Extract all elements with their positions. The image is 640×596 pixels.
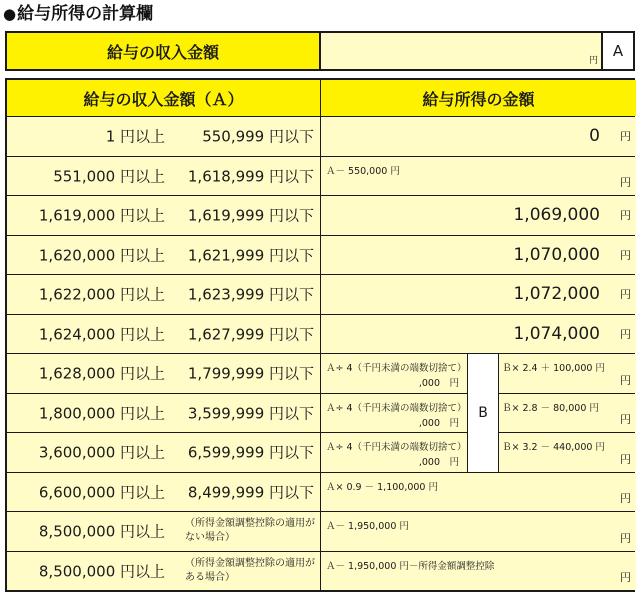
adjustment-note: （所得金額調整控除の適用がない場合） [185, 518, 315, 544]
salary-income-cell[interactable] [321, 157, 636, 196]
income-input-field[interactable] [321, 33, 603, 69]
fixed-amount: 0 [589, 126, 600, 147]
table-row-range [7, 236, 320, 275]
table-row-range [7, 315, 320, 354]
page-title-text: 給与所得の計算欄 [17, 4, 154, 24]
formula-text: Ｂ× 2.8 － 80,000 円 [502, 402, 599, 414]
range-upper: 8,499,999 円以下 [187, 483, 314, 502]
b-mark: B [467, 354, 499, 472]
formula-text: Ａ－ 1,950,000 円－所得金額調整控除 [326, 560, 495, 572]
range-upper: 1,799,999 円以下 [187, 364, 314, 383]
table-row-range [7, 473, 320, 512]
b-formula-text: Ａ÷ 4（千円未満の端数切捨て） [326, 363, 467, 374]
table-row-range [7, 275, 320, 314]
range-lower: 1,628,000 円以上 [38, 364, 165, 383]
fixed-amount: 1,069,000 [513, 205, 600, 226]
salary-income-cell[interactable] [321, 275, 636, 314]
formula-text: Ａ－ 1,950,000 円 [326, 521, 409, 532]
fixed-amount: 1,074,000 [513, 323, 600, 344]
table-row-range [7, 394, 320, 433]
salary-income-cell[interactable] [321, 473, 636, 512]
range-lower: 1,619,000 円以上 [38, 206, 165, 225]
income-input-yen: 円 [588, 56, 598, 66]
salary-income-cell[interactable] [321, 117, 636, 156]
yen-unit: 円 [620, 452, 631, 466]
income-input-label: 給与の収入金額 [7, 33, 321, 69]
range-upper: 1,623,999 円以下 [187, 285, 314, 304]
b-calc-cell[interactable] [321, 394, 467, 433]
table-row-range [7, 157, 320, 196]
formula-text: Ｂ× 2.4 ＋ 100,000 円 [502, 363, 605, 374]
b-formula-text: Ａ÷ 4（千円未満の端数切捨て） [326, 402, 467, 414]
range-lower: 1,800,000 円以上 [38, 404, 165, 423]
salary-income-table [5, 78, 635, 592]
income-input-row [5, 31, 635, 71]
fixed-amount: 1,070,000 [513, 244, 600, 265]
header-income: 給与の収入金額（Ａ） [7, 80, 320, 116]
table-row-range [7, 433, 320, 472]
range-upper: 1,619,999 円以下 [187, 206, 314, 225]
b-thousands-suffix: ,000 円 [418, 378, 459, 389]
table-row-range [7, 552, 320, 591]
range-lower: 1,620,000 円以上 [38, 246, 165, 265]
yen-unit: 円 [620, 492, 631, 505]
salary-income-cell[interactable] [321, 315, 636, 354]
table-row-range [7, 196, 320, 235]
range-lower: 1 円以上 [105, 127, 165, 146]
yen-unit: 円 [620, 176, 631, 189]
yen-unit: 円 [620, 248, 631, 262]
salary-income-cell[interactable] [321, 196, 636, 235]
range-upper: 6,599,999 円以下 [187, 443, 314, 462]
b-calc-cell[interactable] [321, 433, 467, 472]
yen-unit: 円 [620, 413, 631, 426]
range-upper: 1,618,999 円以下 [187, 167, 314, 186]
formula-text: Ａ－ 550,000 円 [326, 165, 400, 177]
yen-unit: 円 [620, 373, 631, 387]
range-lower: 3,600,000 円以上 [38, 443, 165, 462]
salary-income-cell[interactable] [497, 354, 636, 393]
yen-unit: 円 [620, 327, 631, 341]
formula-text: Ｂ× 3.2 － 440,000 円 [502, 442, 605, 453]
adjustment-note: （所得金額調整控除の適用がある場合） [185, 557, 315, 583]
b-calc-cell[interactable] [321, 354, 467, 393]
range-lower: 6,600,000 円以上 [38, 483, 165, 502]
b-formula-text: Ａ÷ 4（千円未満の端数切捨て） [326, 442, 467, 453]
yen-unit: 円 [620, 209, 631, 223]
salary-income-cell[interactable] [321, 512, 636, 551]
range-upper: 550,999 円以下 [202, 127, 314, 146]
page-title [3, 3, 153, 25]
range-lower: 8,500,000 円以上 [38, 522, 165, 541]
range-lower: 551,000 円以上 [53, 167, 165, 186]
range-lower: 1,622,000 円以上 [38, 285, 165, 304]
header-salary-income: 給与所得の金額 [321, 80, 636, 116]
range-upper: 1,627,999 円以下 [187, 325, 314, 344]
income-input-mark-a: A [603, 33, 633, 69]
yen-unit: 円 [620, 531, 631, 545]
formula-text: Ａ× 0.9 － 1,100,000 円 [326, 481, 438, 493]
range-lower: 1,624,000 円以上 [38, 325, 165, 344]
table-row-range [7, 512, 320, 551]
yen-unit: 円 [620, 288, 631, 302]
salary-income-cell[interactable] [497, 433, 636, 472]
fixed-amount: 1,072,000 [513, 284, 600, 305]
salary-income-cell[interactable] [321, 236, 636, 275]
range-upper: 1,621,999 円以下 [187, 246, 314, 265]
range-lower: 8,500,000 円以上 [38, 562, 165, 581]
yen-unit: 円 [620, 571, 631, 584]
salary-income-cell[interactable] [321, 552, 636, 591]
table-row-range [7, 354, 320, 393]
b-thousands-suffix: ,000 円 [418, 457, 459, 468]
bullet-icon: ● [3, 5, 17, 23]
table-row-range [7, 117, 320, 156]
b-thousands-suffix: ,000 円 [418, 417, 459, 429]
salary-income-cell[interactable] [497, 394, 636, 433]
yen-unit: 円 [620, 130, 631, 144]
range-upper: 3,599,999 円以下 [187, 404, 314, 423]
